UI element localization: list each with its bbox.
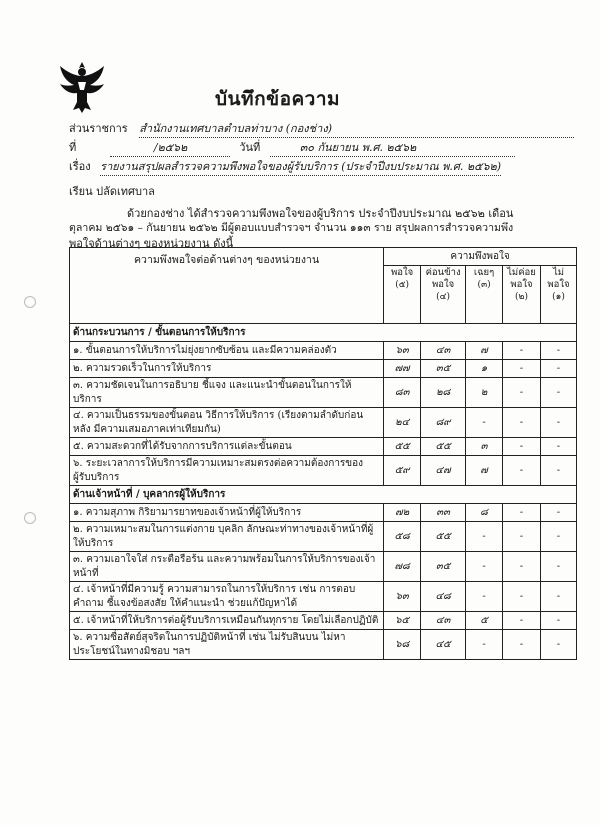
table-row	[70, 522, 577, 552]
level-header: ไม่พอใจ (๑)	[540, 266, 576, 324]
criteria-cell: ๔. ความเป็นธรรมของขั้นตอน วิธีการให้บริการ (เรียงตามลำดับก่อนหลัง มีความเสมอภาคเท่าเทียมกัน)	[70, 408, 384, 438]
value-cell: -	[540, 582, 576, 612]
value-cell: ๒๘	[421, 378, 466, 408]
ref-label: ที่	[69, 141, 77, 154]
section-row	[70, 486, 577, 504]
value-cell: -	[503, 456, 541, 486]
value-cell: -	[540, 456, 576, 486]
value-cell: -	[540, 342, 576, 360]
date-value: ๓๐ กันยายน พ.ศ. ๒๕๖๒	[270, 138, 515, 157]
table-row	[70, 582, 577, 612]
value-cell: ๘๓	[384, 378, 421, 408]
value-cell: -	[503, 408, 541, 438]
salutation: เรียน ปลัดเทศบาล	[69, 185, 155, 198]
value-cell: ๘	[466, 504, 503, 522]
section-title: ด้านเจ้าหน้าที่ / บุคลากรผู้ให้บริการ	[70, 486, 577, 504]
value-cell: ๔๘	[421, 582, 466, 612]
level-header: ค่อนข้างพอใจ (๔)	[421, 266, 466, 324]
value-cell: -	[540, 504, 576, 522]
value-cell: ๕	[466, 612, 503, 630]
garuda-emblem-icon	[57, 58, 107, 114]
value-cell: ๗๒	[384, 504, 421, 522]
value-cell: -	[503, 552, 541, 582]
level-header: เฉยๆ (๓)	[466, 266, 503, 324]
agency-value: สำนักงานเทศบาลตำบลท่าบาง (กองช่าง)	[139, 119, 574, 138]
table-row	[70, 552, 577, 582]
criteria-cell: ๔. เจ้าหน้าที่มีความรู้ ความสามารถในการให้บริการ เช่น การตอบคำถาม ชี้แจงข้อสงสัย ให้คำแนะนำ ช่วยแก้ปัญหาได้	[70, 582, 384, 612]
value-cell: ๔๓	[421, 612, 466, 630]
value-cell: ๕๕	[421, 438, 466, 456]
value-cell: -	[466, 522, 503, 552]
level-header: พอใจ (๕)	[384, 266, 421, 324]
section-row	[70, 324, 577, 342]
value-cell: ๗	[466, 342, 503, 360]
satisfaction-header: ความพึงพอใจ	[384, 248, 577, 266]
criteria-cell: ๖. ความซื่อสัตย์สุจริตในการปฏิบัติหน้าที่ เช่น ไม่รับสินบน ไม่หาประโยชน์ในทางมิชอบ ฯลฯ	[70, 630, 384, 660]
value-cell: -	[540, 522, 576, 552]
value-cell: ๗๘	[384, 552, 421, 582]
agency-label: ส่วนราชการ	[69, 122, 128, 135]
value-cell: ๒	[466, 378, 503, 408]
value-cell: -	[503, 504, 541, 522]
value-cell: -	[540, 552, 576, 582]
value-cell: -	[503, 582, 541, 612]
table-row	[70, 342, 577, 360]
value-cell: ๔๕	[421, 630, 466, 660]
punch-hole-mark	[24, 296, 36, 308]
ref-value: /๒๕๖๒	[110, 138, 230, 157]
value-cell: -	[503, 438, 541, 456]
body-line-1: ด้วยกองช่าง ได้สำรวจความพึงพอใจของผู้บริการ ประจำปีงบประมาณ ๒๕๖๒ เดือน	[127, 207, 514, 220]
punch-hole-mark	[24, 512, 36, 524]
section-title: ด้านกระบวนการ / ขั้นตอนการให้บริการ	[70, 324, 577, 342]
value-cell: ๗๗	[384, 360, 421, 378]
criteria-cell: ๑. ขั้นตอนการให้บริการไม่ยุ่งยากซับซ้อน และมีความคล่องตัว	[70, 342, 384, 360]
value-cell: ๖๓	[384, 582, 421, 612]
value-cell: -	[540, 408, 576, 438]
value-cell: ๔๓	[421, 342, 466, 360]
criteria-cell: ๕. ความสะดวกที่ได้รับจากการบริการแต่ละขั้นตอน	[70, 438, 384, 456]
value-cell: -	[466, 582, 503, 612]
table-row	[70, 360, 577, 378]
value-cell: -	[540, 378, 576, 408]
criteria-cell: ๖. ระยะเวลาการให้บริการมีความเหมาะสมตรงต่อความต้องการของผู้รับบริการ	[70, 456, 384, 486]
agency-line	[69, 119, 574, 138]
table-row	[70, 408, 577, 438]
criteria-cell: ๓. ความเอาใจใส่ กระตือรือร้น และความพร้อมในการให้บริการของเจ้าหน้าที่	[70, 552, 384, 582]
table-header-row	[70, 248, 577, 266]
table-row	[70, 504, 577, 522]
body-line-3: พอใจด้านต่างๆ ของหน่วยงาน ดังนี้	[69, 237, 234, 250]
satisfaction-table	[69, 247, 577, 660]
subject-line	[69, 157, 501, 176]
value-cell: ๔๗	[421, 456, 466, 486]
table-row	[70, 630, 577, 660]
value-cell: -	[503, 630, 541, 660]
value-cell: ๕๕	[421, 522, 466, 552]
memo-title: บันทึกข้อความ	[215, 88, 341, 110]
value-cell: -	[503, 522, 541, 552]
criteria-cell: ๒. ความเหมาะสมในการแต่งกาย บุคลิก ลักษณะท่าทางของเจ้าหน้าที่ผู้ให้บริการ	[70, 522, 384, 552]
table-row	[70, 456, 577, 486]
value-cell: ๑	[466, 360, 503, 378]
subject-label: เรื่อง	[69, 160, 91, 173]
value-cell: ๗	[466, 456, 503, 486]
value-cell: ๓๓	[421, 504, 466, 522]
value-cell: -	[503, 612, 541, 630]
ref-date-line	[69, 138, 515, 157]
value-cell: -	[540, 360, 576, 378]
table-row	[70, 378, 577, 408]
value-cell: -	[540, 612, 576, 630]
value-cell: -	[503, 378, 541, 408]
value-cell: ๘๙	[421, 408, 466, 438]
value-cell: -	[540, 630, 576, 660]
value-cell: -	[503, 360, 541, 378]
value-cell: ๖๕	[384, 612, 421, 630]
value-cell: ๕๙	[384, 456, 421, 486]
value-cell: ๕๕	[384, 438, 421, 456]
value-cell: ๖๘	[384, 630, 421, 660]
body-line-2: ตุลาคม ๒๕๖๑ – กันยายน ๒๕๖๒ มีผู้ตอบแบบสำรวจฯ จำนวน ๑๑๓ ราย สรุปผลการสำรวจความพึง	[69, 222, 514, 234]
value-cell: -	[503, 342, 541, 360]
date-label: วันที่	[239, 141, 261, 154]
value-cell: ๒๔	[384, 408, 421, 438]
level-header: ไม่ค่อยพอใจ (๒)	[503, 266, 541, 324]
value-cell: -	[466, 408, 503, 438]
value-cell: -	[466, 630, 503, 660]
value-cell: ๓๕	[421, 552, 466, 582]
value-cell: ๖๓	[384, 342, 421, 360]
value-cell: ๕๘	[384, 522, 421, 552]
value-cell: ๓๕	[421, 360, 466, 378]
subject-value: รายงานสรุปผลสำรวจความพึงพอใจของผู้รับบริการ (ประจำปีงบประมาณ พ.ศ. ๒๕๖๒)	[100, 157, 501, 176]
value-cell: -	[466, 552, 503, 582]
criteria-cell: ๕. เจ้าหน้าที่ให้บริการต่อผู้รับบริการเหมือนกันทุกราย โดยไม่เลือกปฏิบัติ	[70, 612, 384, 630]
value-cell: -	[540, 438, 576, 456]
value-cell: ๓	[466, 438, 503, 456]
criteria-cell: ๑. ความสุภาพ กิริยามารยาทของเจ้าหน้าที่ผู้ให้บริการ	[70, 504, 384, 522]
criteria-header: ความพึงพอใจต่อด้านต่างๆ ของหน่วยงาน	[70, 248, 384, 324]
criteria-cell: ๒. ความรวดเร็วในการให้บริการ	[70, 360, 384, 378]
table-row	[70, 612, 577, 630]
criteria-cell: ๓. ความชัดเจนในการอธิบาย ชี้แจง และแนะนำขั้นตอนในการให้บริการ	[70, 378, 384, 408]
table-row	[70, 438, 577, 456]
